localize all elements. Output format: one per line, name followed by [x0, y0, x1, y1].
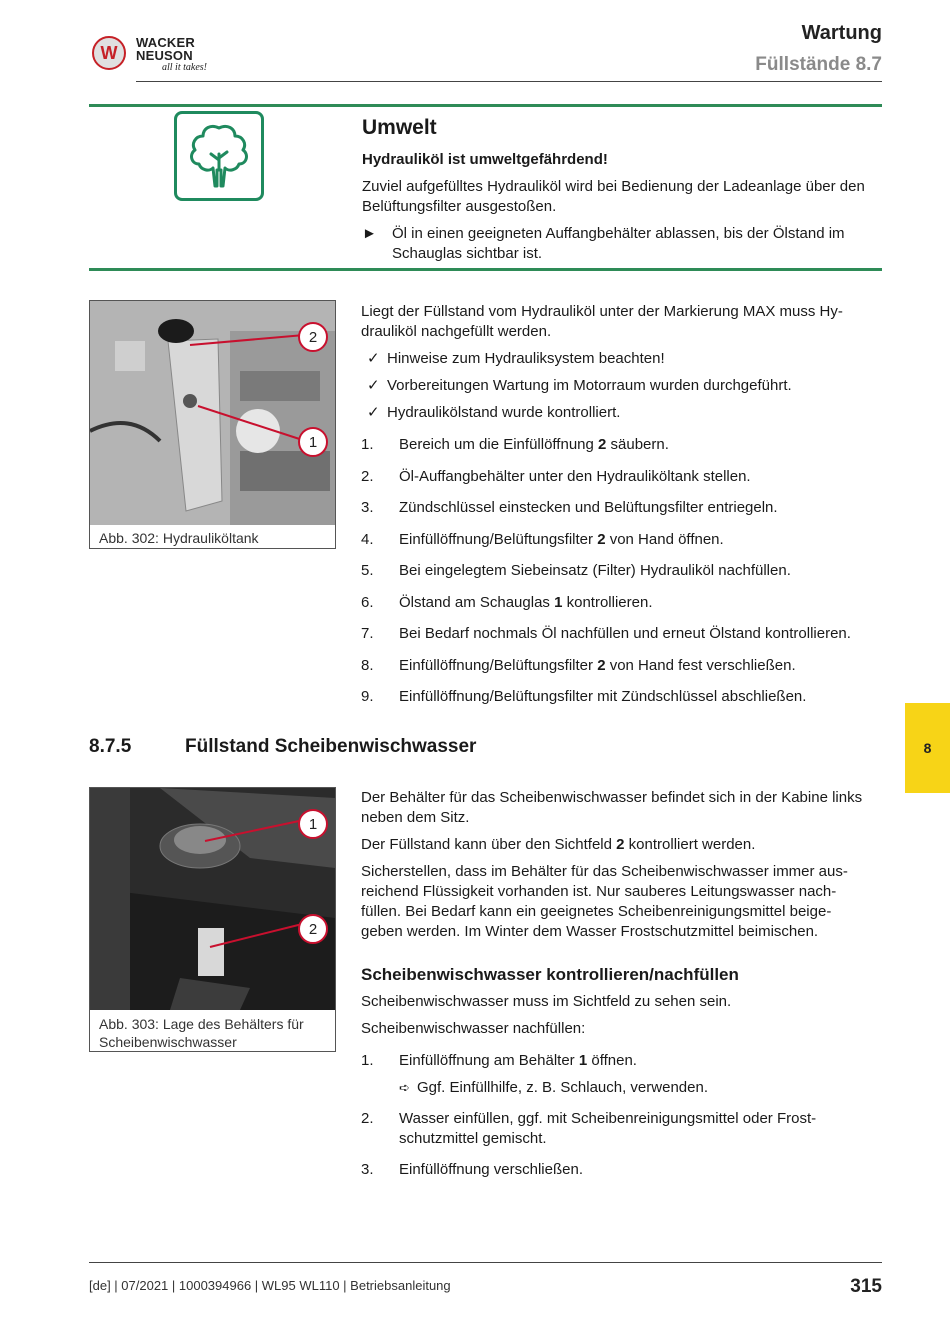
text-line: geben werden. Im Winter dem Wasser Frostschutzmittel beimischen.: [361, 923, 819, 940]
step-text: [399, 593, 883, 613]
text-line: schutzmittel gemischt.: [399, 1130, 547, 1147]
step-number: 8.: [361, 656, 374, 674]
text-run: Zündschlüssel einstecken und Belüftungsfilter entriegeln.: [399, 499, 778, 516]
step-text: Einfüllöffnung verschließen.: [399, 1161, 583, 1178]
environment-warning: Hydrauliköl ist umweltgefährdend!: [362, 151, 608, 168]
step-text: [399, 656, 883, 676]
text-run: kontrollieren.: [562, 593, 653, 611]
figure-caption: Abb. 302: Hydrauliköltank: [99, 530, 259, 546]
ref-number: 2: [597, 656, 606, 674]
text-run: Bei Bedarf nochmals Öl nachfüllen und erneut Ölstand kontrollieren.: [399, 625, 851, 642]
intro-line2: drauliköl nachgefüllt werden.: [361, 323, 552, 340]
step-item: [361, 1109, 883, 1149]
step-item: [361, 593, 883, 613]
step-item: [361, 530, 883, 550]
step-item: [361, 656, 883, 676]
step-number: 3.: [361, 499, 374, 516]
step-text: [399, 561, 883, 581]
subheading: Scheibenwischwasser kontrollieren/nachfüllen: [361, 965, 739, 984]
step-number: 2.: [361, 1110, 374, 1127]
step-number: 7.: [361, 625, 374, 642]
precondition-list: [361, 349, 883, 430]
logo-line2: NEUSON: [136, 48, 193, 63]
tree-icon: [174, 111, 264, 201]
step-item: [361, 1051, 883, 1071]
text-run: von Hand fest verschließen.: [605, 656, 796, 674]
washer-level-text: [361, 835, 883, 855]
precondition-item: [361, 349, 883, 369]
result-text: Ggf. Einfüllhilfe, z. B. Schlauch, verwenden.: [417, 1079, 708, 1096]
chapter-title: Wartung: [801, 22, 882, 44]
section-number: 8.7.5: [89, 736, 132, 757]
ref-number: 2: [616, 836, 625, 853]
step-item: [361, 561, 883, 581]
text-run: säubern.: [606, 436, 669, 453]
figure-caption: [99, 1015, 304, 1051]
logo-emblem: W: [92, 36, 126, 70]
action-marker: ►: [362, 225, 377, 242]
hydraulic-intro: [361, 302, 883, 342]
text-run: Einfüllöffnung/Belüftungsfilter mit Zündschlüssel abschließen.: [399, 688, 807, 705]
ref-number: 1: [578, 1052, 588, 1069]
check-icon: ✓: [367, 350, 380, 367]
ref-number: 2: [597, 530, 606, 548]
check-icon: ✓: [367, 404, 380, 421]
washer-check-text: Scheibenwischwasser muss im Sichtfeld zu sehen sein.: [361, 993, 732, 1010]
footer-divider: [89, 1262, 882, 1263]
precondition-text: Hinweise zum Hydrauliksystem beachten!: [387, 350, 665, 367]
text-line: Wasser einfüllen, ggf. mit Scheibenreinigungsmittel oder Frost-: [399, 1110, 817, 1127]
section-heading: [89, 736, 476, 758]
wacker-neuson-logo: [92, 34, 222, 78]
step-item: [361, 435, 883, 455]
text-run: Bei eingelegtem Siebeinsatz (Filter) Hydrauliköl nachfüllen.: [399, 562, 791, 579]
logo-tagline: all it takes!: [162, 62, 207, 73]
footer-document-info: [de] | 07/2021 | 1000394966 | WL95 WL110 | Betriebsanleitung: [89, 1278, 451, 1293]
step-text: [399, 467, 883, 487]
text-run: kontrolliert werden.: [624, 836, 756, 853]
logo-line1: WACKER: [136, 35, 195, 50]
environment-top-rule: [89, 104, 882, 107]
caption-line2: Scheibenwischwasser: [99, 1034, 237, 1050]
hydraulic-steps: [361, 435, 883, 719]
environment-bottom-rule: [89, 268, 882, 271]
environment-action: [362, 224, 882, 264]
ref-number: 2: [598, 436, 607, 453]
result-arrow-icon: ➪: [399, 1080, 410, 1095]
text-run: Ölstand am Schauglas: [399, 593, 555, 611]
step-text: [399, 1051, 883, 1071]
text-run: Einfüllöffnung/Belüftungsfilter: [399, 530, 598, 548]
washer-instructions: [361, 862, 883, 942]
step-text: [399, 624, 883, 644]
text-run: Bereich um die Einfüllöffnung: [399, 436, 599, 453]
washer-steps: [361, 1051, 883, 1180]
callout-1: 1: [298, 427, 328, 457]
text-run: Einfüllöffnung/Belüftungsfilter: [399, 656, 598, 674]
callout-2: 2: [298, 914, 328, 944]
text-run: Einfüllöffnung am Behälter: [399, 1052, 579, 1069]
text-run: von Hand öffnen.: [605, 530, 724, 548]
step-item: [361, 1160, 883, 1180]
text-line: füllen. Bei Bedarf kann ein geeignetes Scheibenreinigungsmittel beige-: [361, 903, 832, 920]
callout-2: 2: [298, 322, 328, 352]
washer-location-text: Der Behälter für das Scheibenwischwasser befindet sich in der Kabine links neben dem Sitz.: [361, 789, 863, 826]
caption-line1: Abb. 303: Lage des Behälters für: [99, 1016, 304, 1032]
step-text: [399, 498, 883, 518]
figure-hydraulic-tank: [89, 300, 336, 549]
logo-wordmark: [136, 36, 195, 62]
section-title: Füllstände 8.7: [755, 54, 882, 75]
step-number: 1.: [361, 1052, 374, 1069]
precondition-text: Hydraulikölstand wurde kontrolliert.: [387, 404, 621, 421]
text-run: Der Füllstand kann über den Sichtfeld: [361, 836, 617, 853]
step-number: 3.: [361, 1161, 374, 1178]
header-divider: [136, 81, 882, 82]
step-number: 9.: [361, 688, 374, 705]
text-run: öffnen.: [587, 1052, 637, 1069]
precondition-item: [361, 403, 883, 423]
step-number: 4.: [361, 530, 374, 548]
step-item: [361, 498, 883, 518]
precondition-item: [361, 376, 883, 396]
intro-line1: Liegt der Füllstand vom Hydrauliköl unter der Markierung MAX muss Hy-: [361, 303, 843, 320]
text-run: Öl-Auffangbehälter unter den Hydrauliköltank stellen.: [399, 467, 751, 485]
environment-action-text: Öl in einen geeigneten Auffangbehälter ablassen, bis der Ölstand im Schauglas sichtbar ist.: [392, 225, 845, 262]
step-text: [399, 1109, 883, 1149]
section-heading-text: Füllstand Scheibenwischwasser: [185, 736, 477, 757]
environment-heading: Umwelt: [362, 116, 437, 139]
step-item: [361, 467, 883, 487]
text-line: reichend Flüssigkeit vorhanden ist. Nur sauberes Leitungswasser nach-: [361, 883, 837, 900]
page-number: 315: [850, 1276, 882, 1297]
environment-text: Zuviel aufgefülltes Hydrauliköl wird bei Bedienung der Ladeanlage über den Belüftungsfilter ausgestoßen.: [362, 178, 865, 215]
step-number: 6.: [361, 593, 374, 611]
ref-number: 1: [554, 593, 563, 611]
step-number: 1.: [361, 436, 374, 453]
precondition-text: Vorbereitungen Wartung im Motorraum wurden durchgeführt.: [387, 377, 792, 394]
washer-refill-text: Scheibenwischwasser nachfüllen:: [361, 1020, 586, 1037]
step-text: [399, 435, 883, 455]
step-item: [361, 624, 883, 644]
step-text: [399, 530, 883, 550]
step-text: [399, 687, 883, 707]
step-number: 5.: [361, 562, 374, 579]
step-item: [361, 687, 883, 707]
check-icon: ✓: [367, 377, 380, 394]
step-number: 2.: [361, 467, 374, 485]
figure-washer-reservoir: [89, 787, 336, 1052]
chapter-tab: 8: [905, 703, 950, 793]
callout-1: 1: [298, 809, 328, 839]
step-result: [361, 1078, 883, 1098]
text-line: Sicherstellen, dass im Behälter für das Scheibenwischwasser immer aus-: [361, 863, 848, 880]
